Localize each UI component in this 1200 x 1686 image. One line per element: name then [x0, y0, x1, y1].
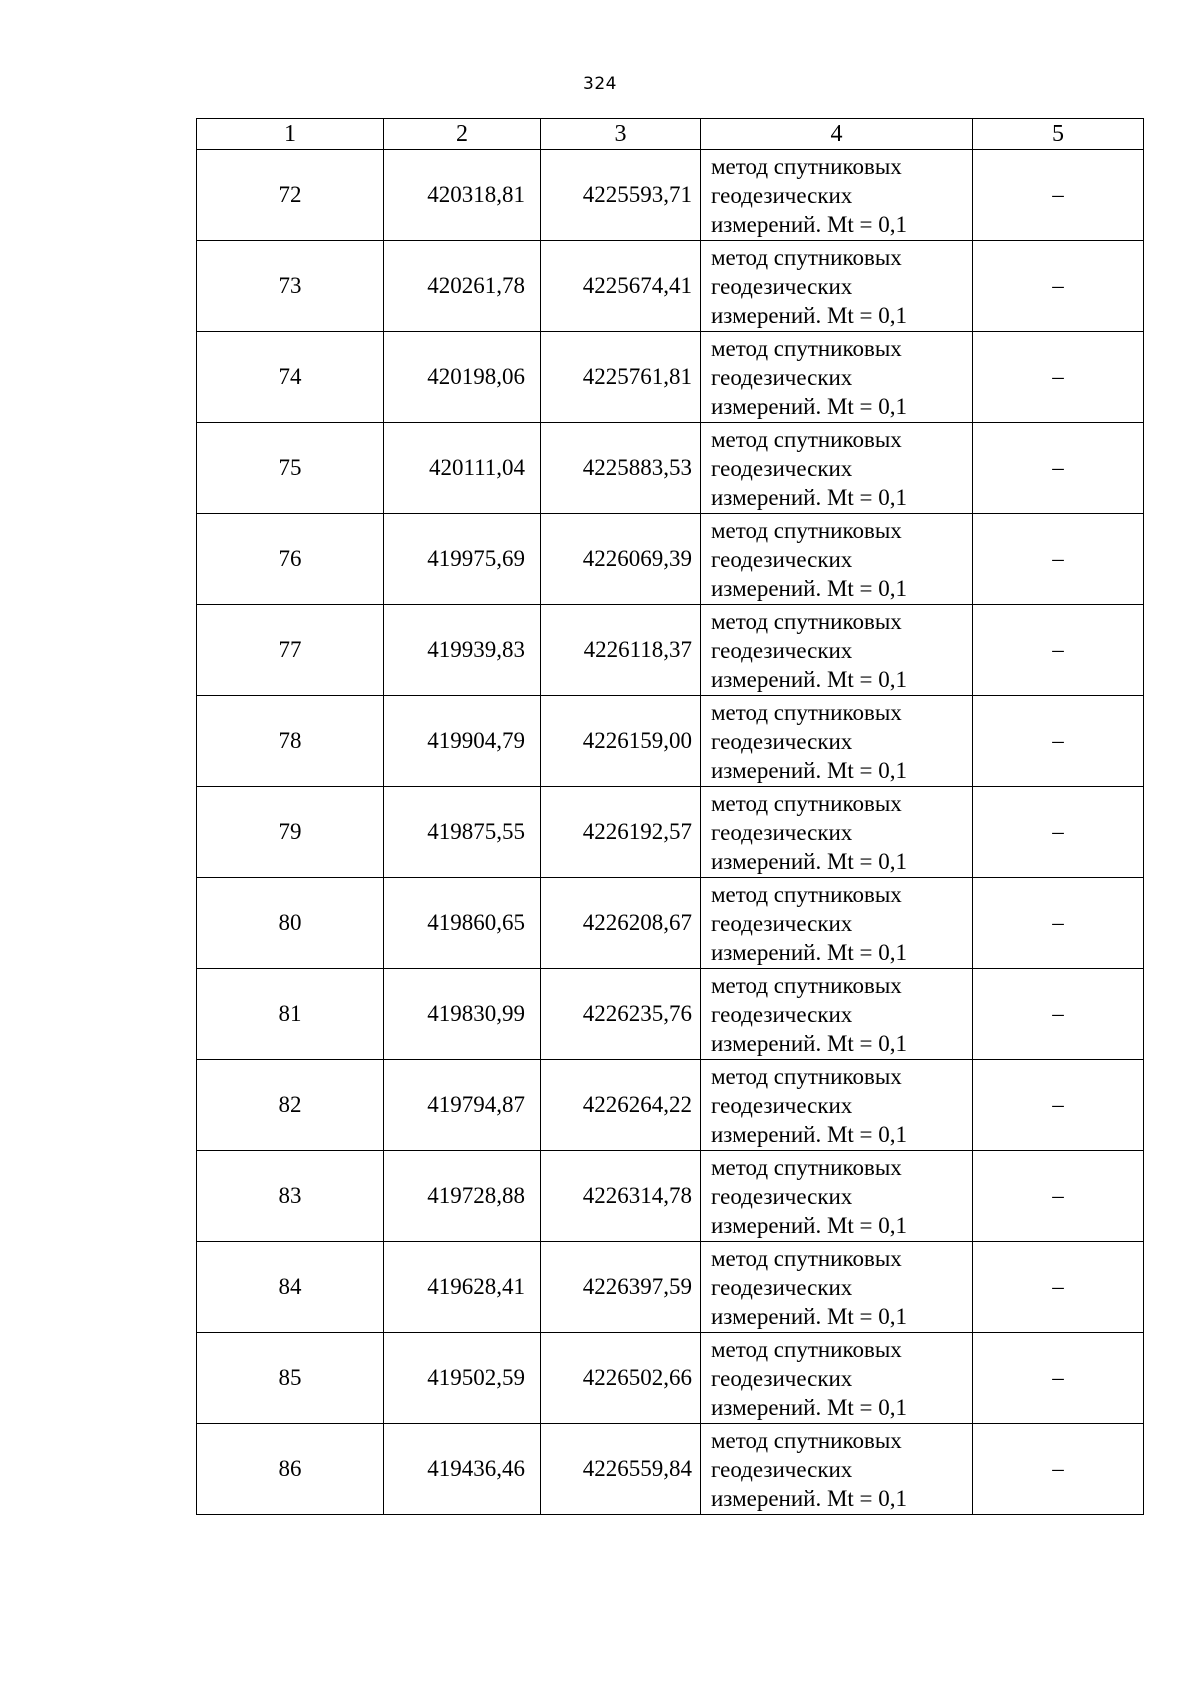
table-row: [197, 150, 1144, 241]
method-text-line: геодезических: [711, 1001, 853, 1027]
table-row: [197, 1151, 1144, 1242]
table-header-row: [197, 119, 1144, 150]
method-cell: [701, 241, 973, 332]
x-coordinate-cell: 419860,65: [384, 878, 541, 969]
method-text-line: метод спутниковых: [711, 1427, 902, 1453]
method-text-line: измерений. Mt = 0,1: [711, 484, 908, 510]
x-coordinate-cell: 419975,69: [384, 514, 541, 605]
table-row: [197, 605, 1144, 696]
method-cell: [701, 787, 973, 878]
y-coordinate-cell: 4226264,22: [541, 1060, 701, 1151]
note-cell: –: [973, 1151, 1144, 1242]
y-coordinate-cell: 4226502,66: [541, 1333, 701, 1424]
x-coordinate-cell: 419436,46: [384, 1424, 541, 1515]
y-coordinate-cell: 4226192,57: [541, 787, 701, 878]
y-coordinate-cell: 4226208,67: [541, 878, 701, 969]
x-coordinate-cell: 420198,06: [384, 332, 541, 423]
table-row: [197, 514, 1144, 605]
y-coordinate-cell: 4226559,84: [541, 1424, 701, 1515]
table-row: [197, 332, 1144, 423]
method-text-line: измерений. Mt = 0,1: [711, 1030, 908, 1056]
method-text-line: измерений. Mt = 0,1: [711, 1485, 908, 1511]
table-row: [197, 787, 1144, 878]
note-cell: –: [973, 241, 1144, 332]
point-number-cell: 82: [197, 1060, 384, 1151]
y-coordinate-cell: 4225674,41: [541, 241, 701, 332]
x-coordinate-cell: 419502,59: [384, 1333, 541, 1424]
method-text-line: геодезических: [711, 819, 853, 845]
note-cell: –: [973, 787, 1144, 878]
point-number-cell: 85: [197, 1333, 384, 1424]
point-number-cell: 76: [197, 514, 384, 605]
method-text-line: геодезических: [711, 1365, 853, 1391]
method-text-line: геодезических: [711, 637, 853, 663]
method-text-line: геодезических: [711, 1092, 853, 1118]
method-text-line: метод спутниковых: [711, 335, 902, 361]
point-number-cell: 77: [197, 605, 384, 696]
note-cell: –: [973, 696, 1144, 787]
note-cell: –: [973, 1333, 1144, 1424]
table-row: [197, 878, 1144, 969]
note-cell: –: [973, 878, 1144, 969]
method-text-line: геодезических: [711, 455, 853, 481]
note-cell: –: [973, 332, 1144, 423]
method-text-line: измерений. Mt = 0,1: [711, 393, 908, 419]
point-number-cell: 79: [197, 787, 384, 878]
point-number-cell: 81: [197, 969, 384, 1060]
table-body: [197, 150, 1144, 1515]
y-coordinate-cell: 4225883,53: [541, 423, 701, 514]
method-text-line: метод спутниковых: [711, 972, 902, 998]
y-coordinate-cell: 4226159,00: [541, 696, 701, 787]
note-cell: –: [973, 1424, 1144, 1515]
point-number-cell: 72: [197, 150, 384, 241]
method-text-line: метод спутниковых: [711, 608, 902, 634]
x-coordinate-cell: 419904,79: [384, 696, 541, 787]
note-cell: –: [973, 1060, 1144, 1151]
y-coordinate-cell: 4226069,39: [541, 514, 701, 605]
table-row: [197, 1242, 1144, 1333]
method-cell: [701, 1242, 973, 1333]
y-coordinate-cell: 4226118,37: [541, 605, 701, 696]
method-cell: [701, 605, 973, 696]
column-header: 5: [973, 119, 1144, 150]
method-text-line: измерений. Mt = 0,1: [711, 666, 908, 692]
table-row: [197, 696, 1144, 787]
method-text-line: измерений. Mt = 0,1: [711, 1303, 908, 1329]
method-text-line: измерений. Mt = 0,1: [711, 1121, 908, 1147]
method-text-line: измерений. Mt = 0,1: [711, 575, 908, 601]
method-text-line: метод спутниковых: [711, 426, 902, 452]
note-cell: –: [973, 969, 1144, 1060]
method-text-line: геодезических: [711, 1183, 853, 1209]
x-coordinate-cell: 419794,87: [384, 1060, 541, 1151]
method-text-line: измерений. Mt = 0,1: [711, 848, 908, 874]
method-cell: [701, 1333, 973, 1424]
method-text-line: метод спутниковых: [711, 881, 902, 907]
table-row: [197, 1060, 1144, 1151]
method-text-line: метод спутниковых: [711, 1063, 902, 1089]
method-text-line: измерений. Mt = 0,1: [711, 939, 908, 965]
point-number-cell: 73: [197, 241, 384, 332]
method-text-line: геодезических: [711, 273, 853, 299]
method-text-line: геодезических: [711, 1274, 853, 1300]
point-number-cell: 84: [197, 1242, 384, 1333]
column-header: 1: [197, 119, 384, 150]
x-coordinate-cell: 420318,81: [384, 150, 541, 241]
method-text-line: геодезических: [711, 546, 853, 572]
method-text-line: метод спутниковых: [711, 1245, 902, 1271]
x-coordinate-cell: 420261,78: [384, 241, 541, 332]
coordinates-table: [196, 118, 1144, 1515]
x-coordinate-cell: 419830,99: [384, 969, 541, 1060]
table-row: [197, 423, 1144, 514]
method-text-line: измерений. Mt = 0,1: [711, 302, 908, 328]
method-text-line: геодезических: [711, 728, 853, 754]
method-cell: [701, 696, 973, 787]
point-number-cell: 86: [197, 1424, 384, 1515]
y-coordinate-cell: 4225761,81: [541, 332, 701, 423]
method-text-line: измерений. Mt = 0,1: [711, 1212, 908, 1238]
y-coordinate-cell: 4226235,76: [541, 969, 701, 1060]
method-text-line: метод спутниковых: [711, 1336, 902, 1362]
note-cell: –: [973, 423, 1144, 514]
method-text-line: геодезических: [711, 182, 853, 208]
method-text-line: измерений. Mt = 0,1: [711, 211, 908, 237]
column-header: 4: [701, 119, 973, 150]
method-cell: [701, 150, 973, 241]
method-text-line: метод спутниковых: [711, 244, 902, 270]
x-coordinate-cell: 419939,83: [384, 605, 541, 696]
point-number-cell: 80: [197, 878, 384, 969]
column-header: 3: [541, 119, 701, 150]
x-coordinate-cell: 419875,55: [384, 787, 541, 878]
method-cell: [701, 1060, 973, 1151]
method-cell: [701, 1151, 973, 1242]
point-number-cell: 75: [197, 423, 384, 514]
method-text-line: метод спутниковых: [711, 1154, 902, 1180]
table-row: [197, 1333, 1144, 1424]
page-number: 324: [583, 74, 617, 94]
method-text-line: измерений. Mt = 0,1: [711, 757, 908, 783]
y-coordinate-cell: 4226314,78: [541, 1151, 701, 1242]
note-cell: –: [973, 514, 1144, 605]
method-cell: [701, 969, 973, 1060]
y-coordinate-cell: 4225593,71: [541, 150, 701, 241]
method-cell: [701, 878, 973, 969]
method-text-line: измерений. Mt = 0,1: [711, 1394, 908, 1420]
method-text-line: метод спутниковых: [711, 790, 902, 816]
x-coordinate-cell: 419728,88: [384, 1151, 541, 1242]
point-number-cell: 78: [197, 696, 384, 787]
method-text-line: метод спутниковых: [711, 153, 902, 179]
method-cell: [701, 1424, 973, 1515]
y-coordinate-cell: 4226397,59: [541, 1242, 701, 1333]
method-text-line: метод спутниковых: [711, 699, 902, 725]
point-number-cell: 83: [197, 1151, 384, 1242]
note-cell: –: [973, 1242, 1144, 1333]
method-cell: [701, 332, 973, 423]
x-coordinate-cell: 419628,41: [384, 1242, 541, 1333]
table-row: [197, 1424, 1144, 1515]
note-cell: –: [973, 150, 1144, 241]
method-text-line: метод спутниковых: [711, 517, 902, 543]
note-cell: –: [973, 605, 1144, 696]
method-text-line: геодезических: [711, 910, 853, 936]
method-text-line: геодезических: [711, 364, 853, 390]
method-cell: [701, 514, 973, 605]
x-coordinate-cell: 420111,04: [384, 423, 541, 514]
column-header: 2: [384, 119, 541, 150]
point-number-cell: 74: [197, 332, 384, 423]
method-text-line: геодезических: [711, 1456, 853, 1482]
table-row: [197, 241, 1144, 332]
table-row: [197, 969, 1144, 1060]
method-cell: [701, 423, 973, 514]
